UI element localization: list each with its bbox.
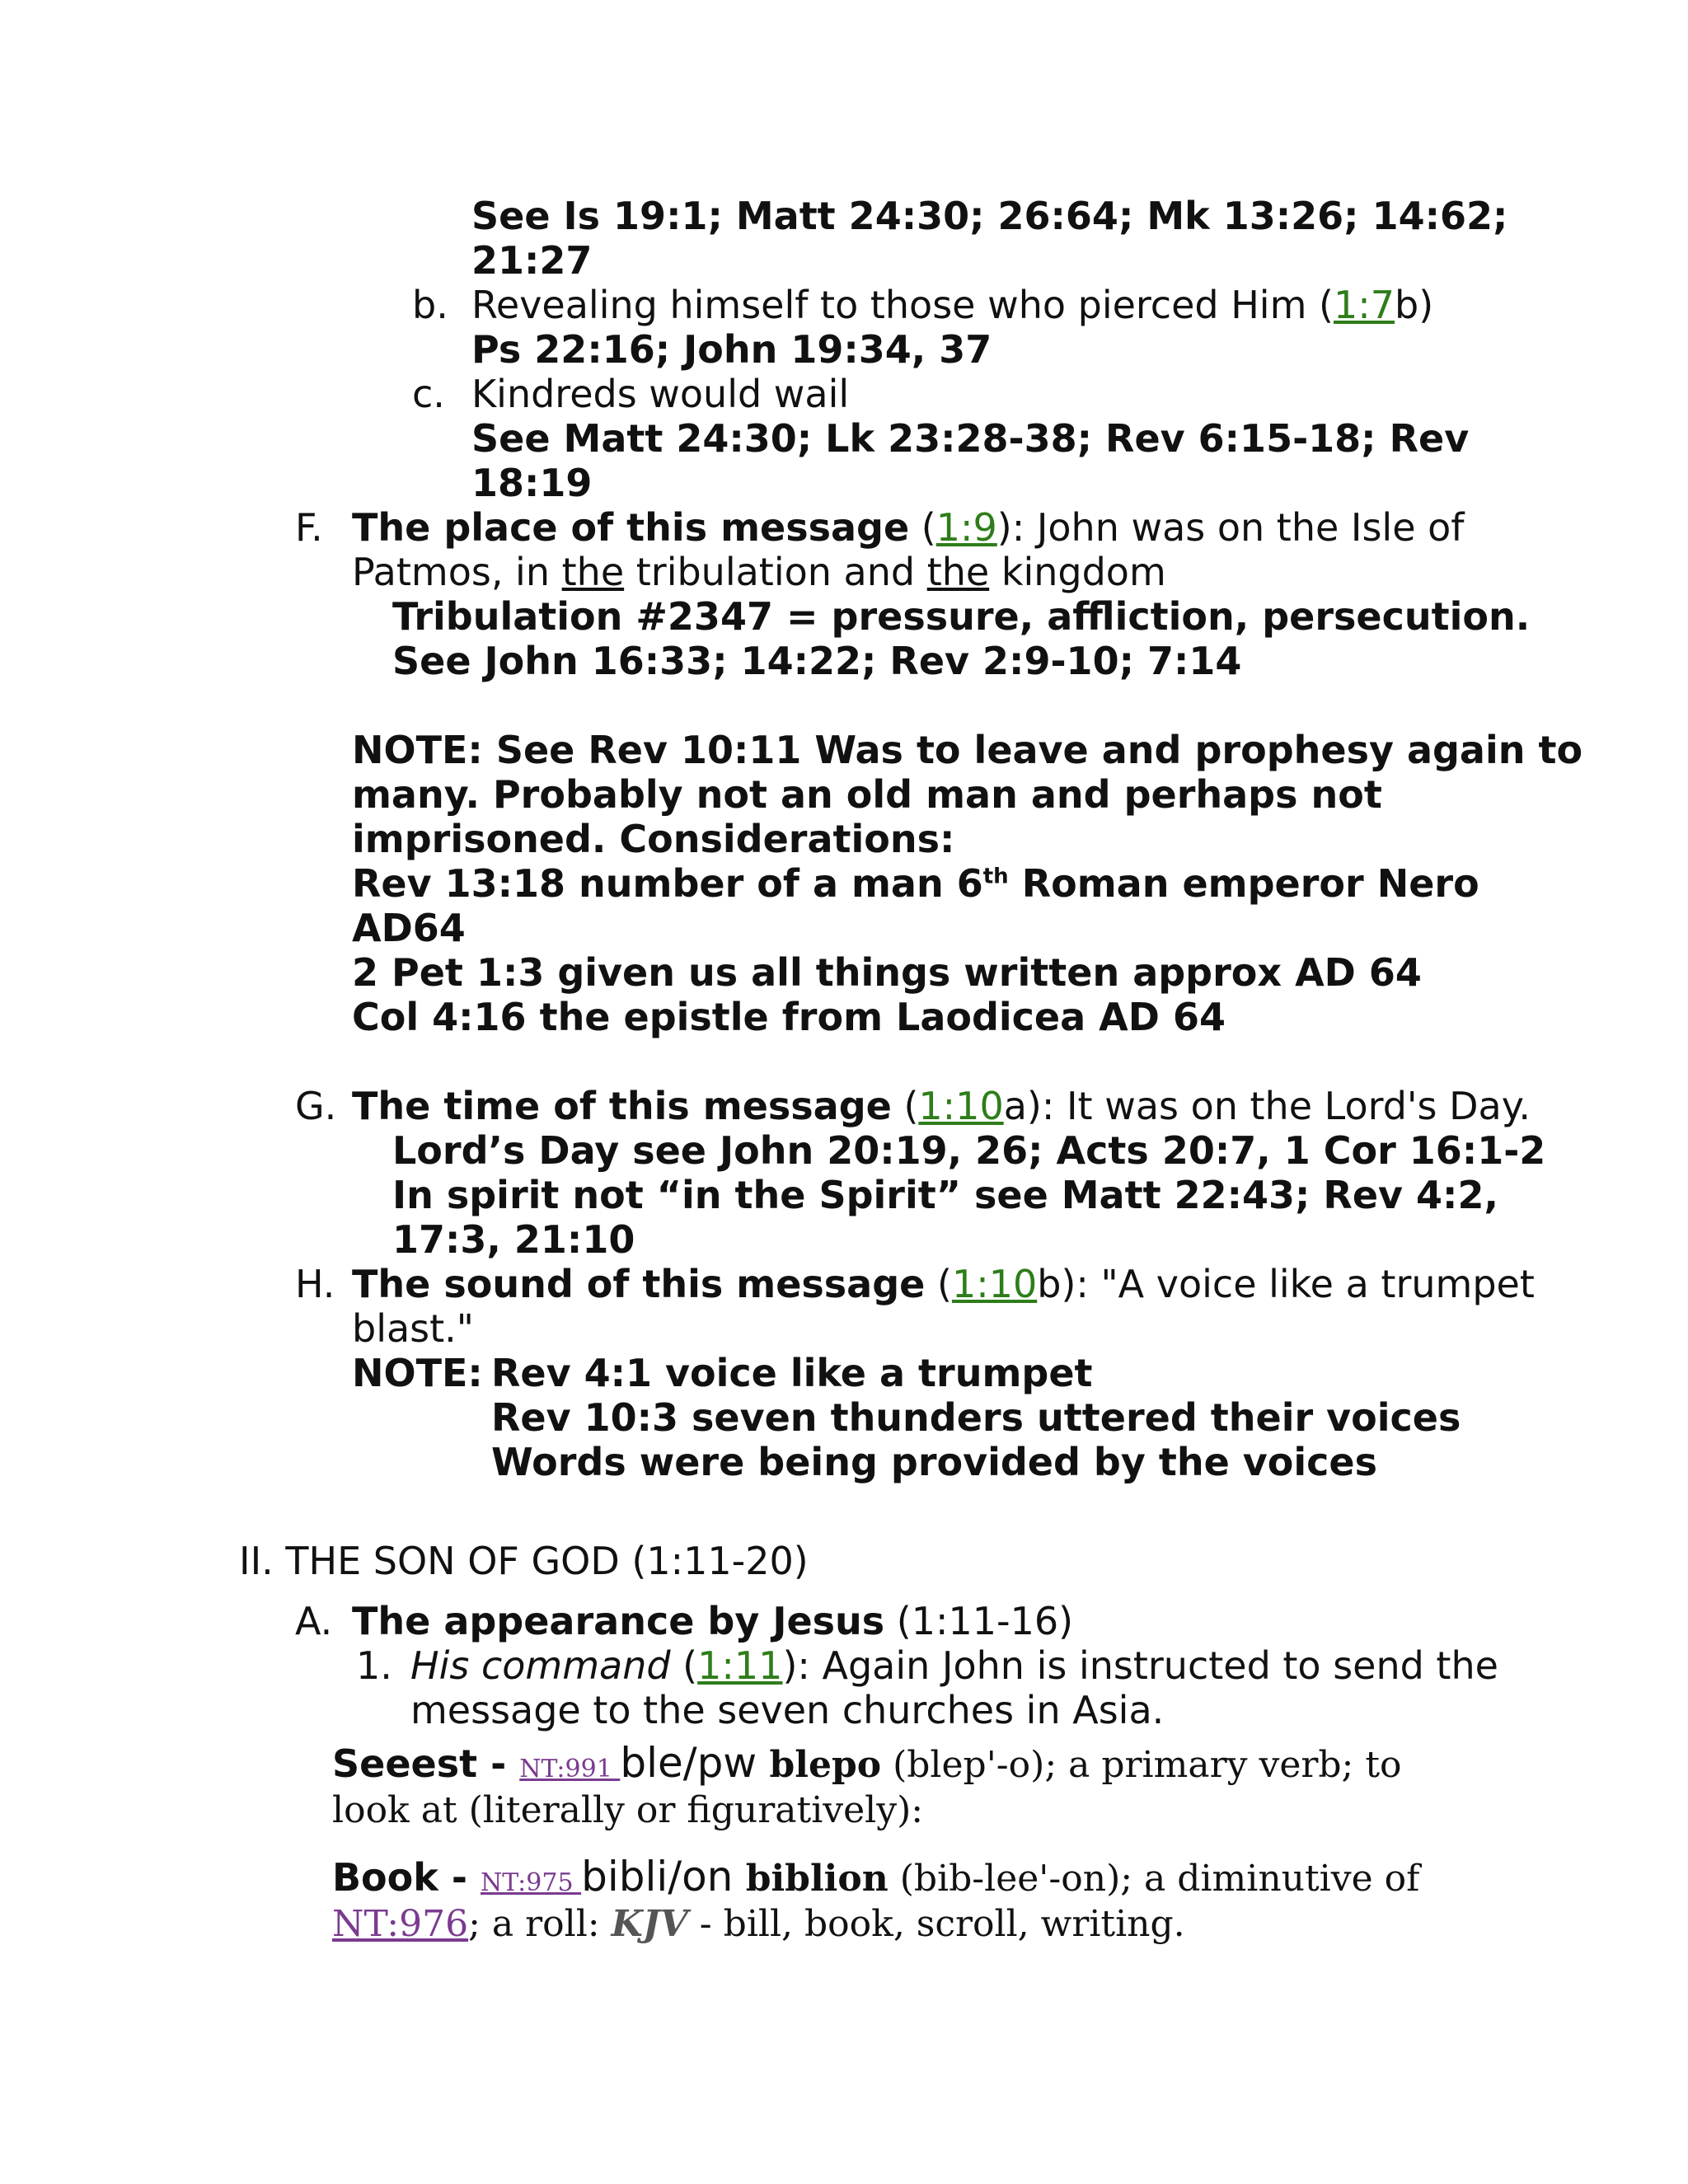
note-line: imprisoned. Considerations: bbox=[352, 817, 955, 861]
definition-seeest bbox=[332, 1741, 1402, 1792]
greek-word: bibli/on bbox=[581, 1853, 734, 1900]
text: Revealing himself to those who pierced Him ( bbox=[471, 283, 1334, 327]
definition-text-line bbox=[332, 1902, 1185, 1947]
note-line: AD64 bbox=[352, 906, 466, 950]
note-line: 2 Pet 1:3 given us all things written approx AD 64 bbox=[352, 950, 1422, 995]
ref-line: Ps 22:16; John 19:34, 37 bbox=[471, 327, 992, 372]
heading-text: The appearance by Jesus bbox=[352, 1599, 885, 1643]
item-b-text bbox=[471, 283, 1433, 327]
item-h-text: blast." bbox=[352, 1306, 474, 1351]
item-f-text bbox=[352, 550, 1166, 594]
transliteration: blepo bbox=[757, 1744, 882, 1786]
list-marker: A. bbox=[295, 1599, 333, 1643]
definition-label: Book - bbox=[332, 1855, 481, 1900]
verse-link[interactable]: 1:9 bbox=[935, 505, 997, 550]
ref-line: See John 16:33; 14:22; Rev 2:9-10; 7:14 bbox=[392, 639, 1242, 683]
text: Roman emperor Nero bbox=[1008, 861, 1479, 906]
definition-text: look at (literally or figuratively): bbox=[332, 1789, 924, 1831]
item-1-heading bbox=[410, 1643, 1498, 1688]
note-line: NOTE: See Rev 10:11 Was to leave and prophesy again to bbox=[352, 728, 1583, 772]
text: b): "A voice like a trumpet bbox=[1037, 1262, 1535, 1306]
text: ): Again John is instructed to send the bbox=[782, 1643, 1498, 1688]
ref-line: See Is 19:1; Matt 24:30; 26:64; Mk 13:26; 14:62; bbox=[471, 194, 1508, 238]
verse-link[interactable]: 1:10 bbox=[951, 1262, 1038, 1306]
text: (1:11-16) bbox=[884, 1599, 1074, 1643]
text: tribulation and bbox=[624, 550, 927, 594]
strongs-link[interactable]: NT:976 bbox=[332, 1903, 469, 1945]
underlined-text: the bbox=[561, 550, 625, 594]
text: ; a roll: bbox=[468, 1903, 612, 1945]
heading-text: The sound of this message bbox=[352, 1262, 926, 1306]
ref-line: Lord’s Day see John 20:19, 26; Acts 20:7, 1 Cor 16:1-2 bbox=[392, 1128, 1546, 1173]
heading-text: The place of this message bbox=[352, 505, 910, 550]
ref-line: 17:3, 21:10 bbox=[392, 1217, 635, 1262]
text: ): John was on the Isle of bbox=[996, 505, 1465, 550]
item-c-text: Kindreds would wail bbox=[471, 372, 850, 416]
verse-link[interactable]: 1:10 bbox=[918, 1084, 1004, 1128]
verse-link[interactable]: 1:7 bbox=[1333, 283, 1395, 327]
heading-text: His command bbox=[410, 1643, 671, 1688]
item-b bbox=[412, 283, 448, 327]
list-marker: b. bbox=[412, 283, 448, 327]
text: kingdom bbox=[989, 550, 1166, 594]
ref-line: 21:27 bbox=[471, 238, 593, 283]
note-line: many. Probably not an old man and perhaps not bbox=[352, 772, 1382, 817]
underlined-text: the bbox=[926, 550, 990, 594]
text: b) bbox=[1395, 283, 1434, 327]
text: - bill, book, scroll, writing. bbox=[687, 1903, 1185, 1945]
note-line: Rev 4:1 voice like a trumpet bbox=[491, 1351, 1093, 1395]
item-h-heading bbox=[352, 1262, 1535, 1306]
greek-word: ble/pw bbox=[620, 1739, 757, 1787]
section-heading: II. THE SON OF GOD (1:11-20) bbox=[239, 1539, 809, 1583]
note-line: Rev 10:3 seven thunders uttered their voices bbox=[491, 1395, 1461, 1440]
note-line: Words were being provided by the voices bbox=[491, 1440, 1378, 1484]
ref-line: See Matt 24:30; Lk 23:28-38; Rev 6:15-18; Rev bbox=[471, 416, 1470, 461]
text: ( bbox=[925, 1262, 952, 1306]
transliteration: biblion bbox=[733, 1858, 889, 1900]
ref-line: Tribulation #2347 = pressure, affliction, persecution. bbox=[392, 594, 1531, 639]
definition-text: (bib-lee'-on); a diminutive of bbox=[888, 1858, 1420, 1900]
ref-line: In spirit not “in the Spirit” see Matt 22:43; Rev 4:2, bbox=[392, 1173, 1498, 1217]
list-marker: G. bbox=[295, 1084, 337, 1128]
note-line bbox=[352, 861, 1479, 906]
text: Patmos, in bbox=[352, 550, 562, 594]
text: a): It was on the Lord's Day. bbox=[1003, 1084, 1531, 1128]
item-1-text: message to the seven churches in Asia. bbox=[410, 1688, 1165, 1732]
kjv-label: KJV bbox=[611, 1903, 688, 1945]
heading-text: The time of this message bbox=[352, 1084, 892, 1128]
note-line: Col 4:16 the epistle from Laodicea AD 64 bbox=[352, 995, 1226, 1039]
item-g-heading bbox=[352, 1084, 1531, 1128]
definition-text: (blep'-o); a primary verb; to bbox=[881, 1744, 1402, 1786]
text: ( bbox=[891, 1084, 919, 1128]
text: ( bbox=[909, 505, 936, 550]
text: ( bbox=[670, 1643, 698, 1688]
text: Rev 13:18 number of a man 6 bbox=[352, 861, 983, 906]
strongs-link[interactable]: NT:975 bbox=[480, 1868, 582, 1897]
item-a-heading bbox=[352, 1599, 1073, 1643]
ref-line: 18:19 bbox=[471, 461, 593, 505]
note-label: NOTE: bbox=[352, 1351, 483, 1395]
definition-label: Seeest - bbox=[332, 1741, 520, 1786]
list-marker: F. bbox=[295, 505, 323, 550]
list-marker: H. bbox=[295, 1262, 335, 1306]
item-f-heading bbox=[352, 505, 1464, 550]
strongs-link[interactable]: NT:991 bbox=[519, 1755, 621, 1783]
definition-book bbox=[332, 1854, 1419, 1905]
verse-link[interactable]: 1:11 bbox=[697, 1643, 783, 1688]
list-marker: c. bbox=[412, 372, 445, 416]
superscript: th bbox=[982, 864, 1009, 889]
list-marker: 1. bbox=[356, 1643, 392, 1688]
